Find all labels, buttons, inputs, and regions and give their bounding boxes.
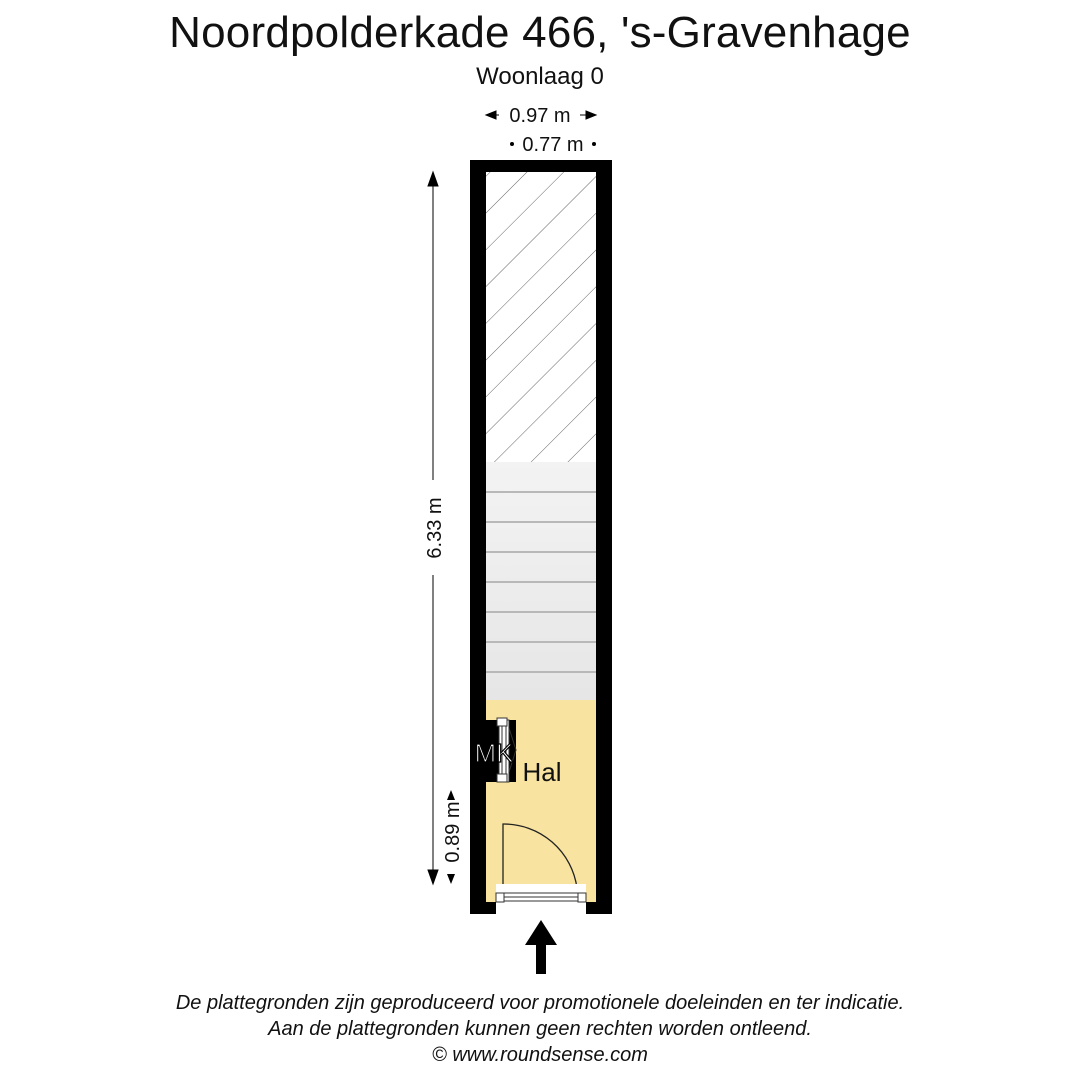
disclaimer-line-2: Aan de plattegronden kunnen geen rechten worden ontleend.: [268, 1018, 812, 1040]
floor-level-label: Woonlaag 0: [476, 63, 604, 90]
disclaimer-line-1: De plattegronden zijn geproduceerd voor promotionele doeleinden en ter indicatie.: [175, 992, 905, 1014]
dim-outer-width-label: 0.97 m: [509, 105, 571, 127]
copyright-link[interactable]: © www.roundsense.com: [432, 1044, 648, 1066]
meter-cupboard-label: MK: [474, 738, 514, 768]
dim-total-length-label: 6.33 m: [424, 497, 446, 559]
disclaimer: [0, 990, 1080, 1068]
room-label-hal: Hal: [522, 757, 562, 787]
dim-hal-length-label: 0.89 m: [442, 801, 464, 863]
void-area: [486, 172, 596, 462]
staircase: [486, 462, 596, 700]
dim-inner-width-label: 0.77 m: [522, 134, 584, 156]
page-title: Noordpolderkade 466, 's-Gravenhage: [169, 8, 911, 57]
entrance-arrow-icon: [525, 920, 557, 974]
